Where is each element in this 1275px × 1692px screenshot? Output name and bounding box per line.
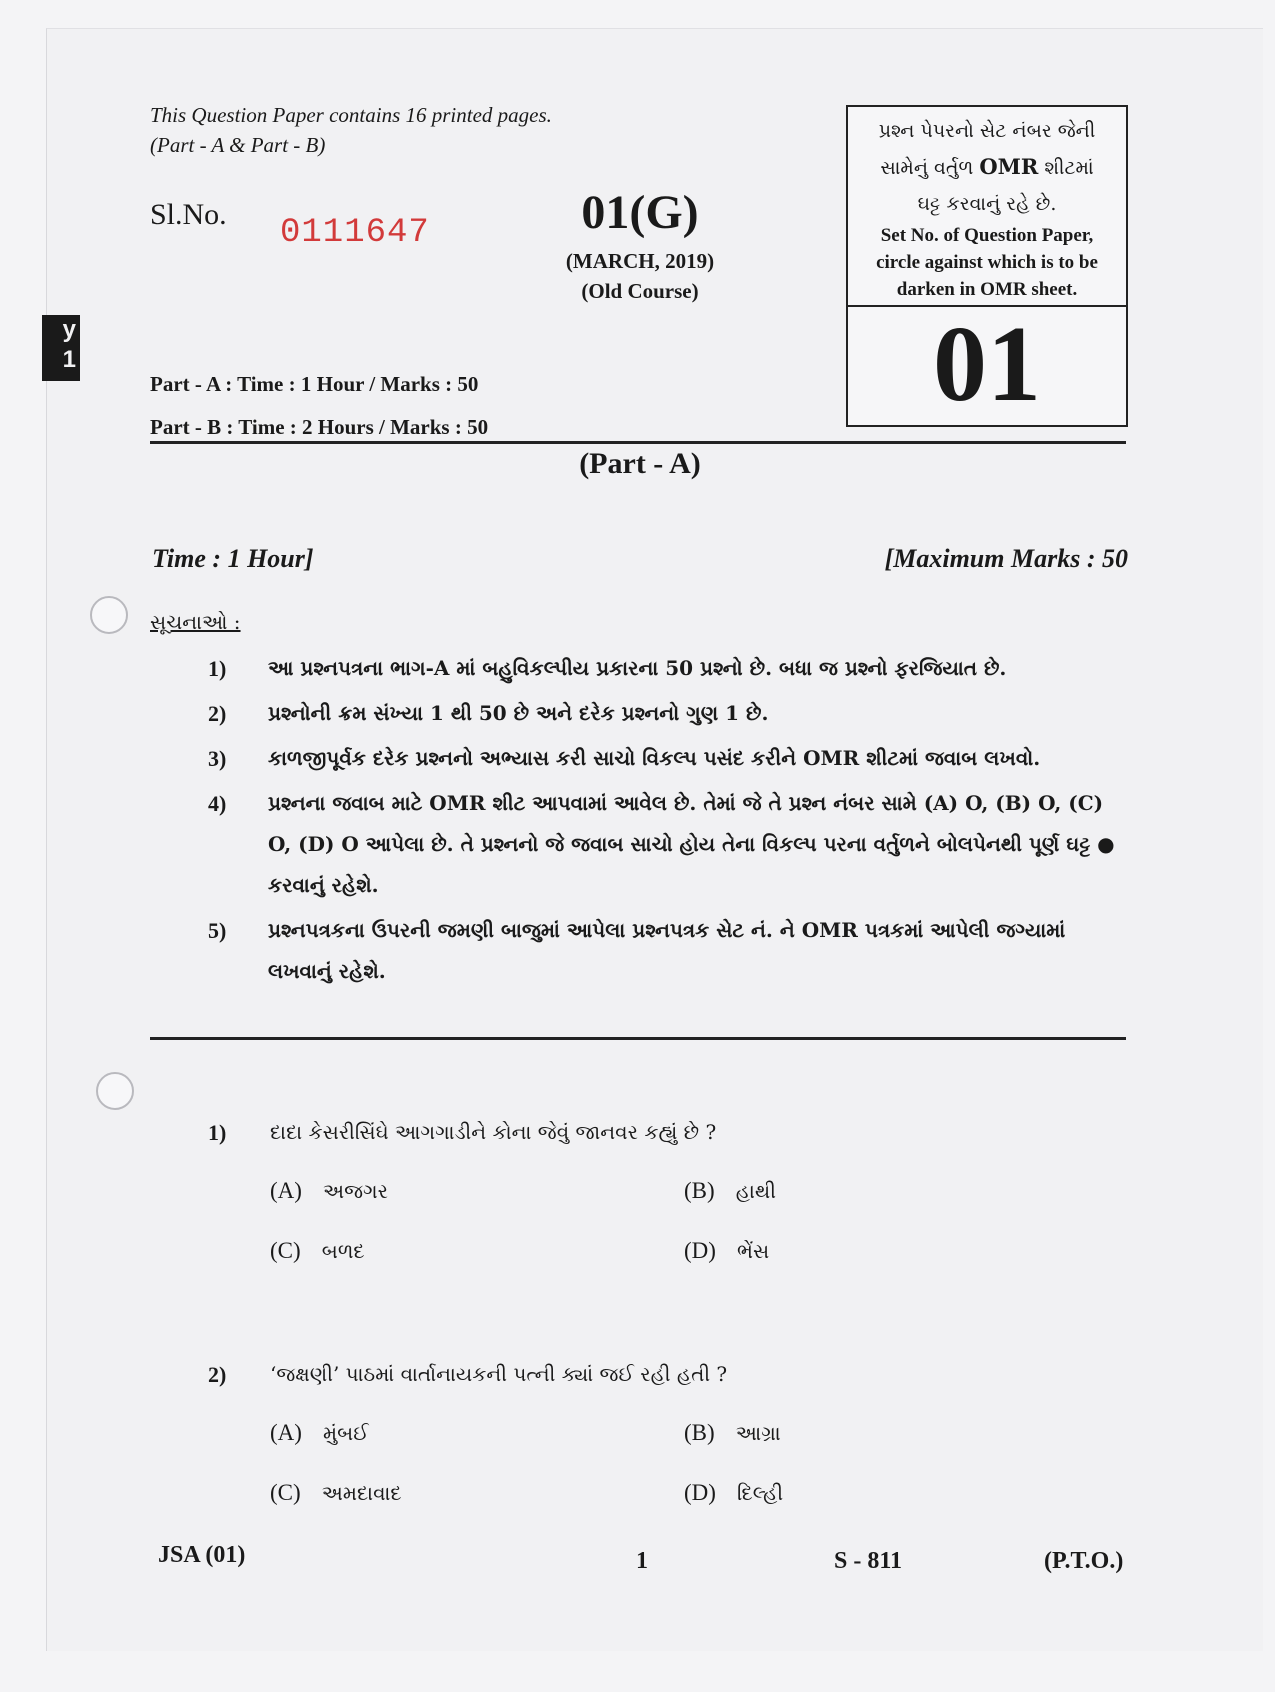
option-text: દિલ્હી bbox=[737, 1481, 784, 1505]
option-d bbox=[684, 1238, 769, 1264]
set-box-omr-word: OMR bbox=[979, 154, 1039, 179]
option-label: (C) bbox=[270, 1480, 301, 1505]
option-b bbox=[684, 1420, 781, 1446]
side-tab-marker bbox=[42, 315, 80, 381]
page-number: 1 bbox=[636, 1548, 648, 1574]
option-c bbox=[270, 1480, 402, 1506]
instruction-number: 1) bbox=[208, 656, 227, 681]
option-text: આગ્રા bbox=[735, 1421, 781, 1445]
instruction-number: 2) bbox=[208, 701, 227, 726]
option-label: (A) bbox=[270, 1420, 302, 1445]
question-number: 1) bbox=[208, 1120, 227, 1145]
paper-code: 01(G) bbox=[581, 186, 699, 239]
set-box-gujarati-line2-end: શીટમાં bbox=[1044, 157, 1094, 179]
set-box-english-line2: circle against which is to be bbox=[876, 252, 1098, 273]
question-text: ‘જક્ષણી’ પાઠમાં વાર્તાનાયકની પત્ની ક્યાં જઈ રહી હતી ? bbox=[270, 1362, 728, 1386]
footer-subject-code: JSA (01) bbox=[158, 1542, 246, 1568]
set-box-gujarati-line2-text: સામેનું વર્તુળ bbox=[880, 157, 974, 179]
question-text: દાદા કેસરીસિંઘે આગગાડીને કોના જેવું જાનવર કહ્યું છે ? bbox=[270, 1120, 717, 1144]
question-number: 2) bbox=[208, 1362, 227, 1387]
set-box-english-line1: Set No. of Question Paper, bbox=[880, 225, 1094, 246]
instructions-list bbox=[208, 648, 1128, 992]
set-number: 01 bbox=[933, 305, 1041, 424]
option-label: (A) bbox=[270, 1178, 302, 1203]
header-divider bbox=[150, 441, 1126, 444]
set-box-gujarati-line1: પ્રશ્ન પેપરનો સેટ નંબર જેની bbox=[878, 120, 1096, 142]
instruction-text: આ પ્રશ્નપત્રના ભાગ-A માં બહુવિકલ્પીય પ્રકારના 50 પ્રશ્નો છે. બધા જ પ્રશ્નો ફરજિયાત છે. bbox=[268, 656, 1007, 680]
instruction-text: પ્રશ્નપત્રકના ઉપરની જમણી બાજુમાં આપેલા પ્રશ્નપત્રક સેટ નં. ને OMR પત્રકમાં આપેલી જગ્યામાં લખવાનું રહેશે. bbox=[268, 918, 1066, 983]
parts-info: (Part - A & Part - B) bbox=[150, 133, 326, 157]
punch-hole bbox=[90, 596, 128, 634]
instruction-text: કાળજીપૂર્વક દરેક પ્રશ્નનો અભ્યાસ કરી સાચો વિકલ્પ પસંદ કરીને OMR શીટમાં જવાબ લખવો. bbox=[268, 746, 1041, 770]
option-text: બળદ bbox=[321, 1239, 365, 1263]
option-text: હાથી bbox=[735, 1179, 776, 1203]
set-number-box bbox=[846, 105, 1128, 427]
set-box-gujarati-line3: ઘટ્ટ કરવાનું રહે છે. bbox=[917, 193, 1057, 215]
serial-number-value: 0111647 bbox=[280, 214, 430, 252]
part-heading: (Part - A) bbox=[579, 447, 701, 480]
course-type: (Old Course) bbox=[581, 279, 699, 303]
side-tab-line1: y bbox=[62, 316, 76, 343]
option-text: અમદાવાદ bbox=[321, 1481, 402, 1505]
side-tab-line2: 1 bbox=[62, 346, 76, 373]
option-text: ભેંસ bbox=[737, 1239, 770, 1263]
instruction-number: 3) bbox=[208, 746, 227, 771]
instruction-item bbox=[208, 783, 1128, 906]
option-text: મુંબઈ bbox=[323, 1421, 369, 1445]
option-text: અજગર bbox=[323, 1179, 388, 1203]
part-a-timing: Part - A : Time : 1 Hour / Marks : 50 bbox=[150, 372, 479, 396]
option-label: (D) bbox=[684, 1238, 716, 1263]
punch-hole bbox=[96, 1072, 134, 1110]
option-a bbox=[270, 1178, 388, 1204]
exam-session: (MARCH, 2019) bbox=[565, 249, 715, 273]
instruction-text: પ્રશ્નના જવાબ માટે OMR શીટ આપવામાં આવેલ છે. તેમાં જે તે પ્રશ્ન નંબર સામે (A) O, (B) O, (C) O, (D) O આપેલા છે. તે પ્રશ્નનો જે જવાબ સાચો હોય તેના વિકલ્પ પરના વર્તુળને બોલપેનથી પૂર્ણ ઘટ્ટ ● કરવાનું રહેશે. bbox=[268, 791, 1115, 897]
set-box-gujarati-line2 bbox=[848, 149, 1126, 186]
instruction-number: 5) bbox=[208, 918, 227, 943]
option-label: (B) bbox=[684, 1420, 715, 1445]
instruction-item bbox=[208, 693, 1128, 734]
option-label: (D) bbox=[684, 1480, 716, 1505]
option-b bbox=[684, 1178, 776, 1204]
instructions-title: સૂચનાઓ : bbox=[150, 610, 241, 634]
option-d bbox=[684, 1480, 783, 1506]
serial-number-label: Sl.No. bbox=[150, 198, 227, 231]
option-a bbox=[270, 1420, 369, 1446]
option-label: (C) bbox=[270, 1238, 301, 1263]
footer-paper-code: S - 811 bbox=[834, 1548, 903, 1574]
instruction-number: 4) bbox=[208, 791, 227, 816]
set-box-english-line3: darken in OMR sheet. bbox=[896, 279, 1078, 300]
instructions-divider bbox=[150, 1037, 1126, 1040]
instruction-item bbox=[208, 910, 1128, 992]
instruction-text: પ્રશ્નોની ક્રમ સંખ્યા 1 થી 50 છે અને દરેક પ્રશ્નનો ગુણ 1 છે. bbox=[268, 701, 769, 725]
instruction-item bbox=[208, 738, 1128, 779]
option-label: (B) bbox=[684, 1178, 715, 1203]
max-marks-label: [Maximum Marks : 50 bbox=[884, 544, 1128, 573]
instruction-item bbox=[208, 648, 1128, 689]
set-number-instructions bbox=[848, 107, 1126, 307]
pages-info: This Question Paper contains 16 printed pages. bbox=[150, 103, 552, 127]
time-label: Time : 1 Hour] bbox=[152, 544, 314, 573]
option-c bbox=[270, 1238, 365, 1264]
part-b-timing: Part - B : Time : 2 Hours / Marks : 50 bbox=[150, 415, 489, 439]
please-turn-over: (P.T.O.) bbox=[1044, 1548, 1124, 1574]
